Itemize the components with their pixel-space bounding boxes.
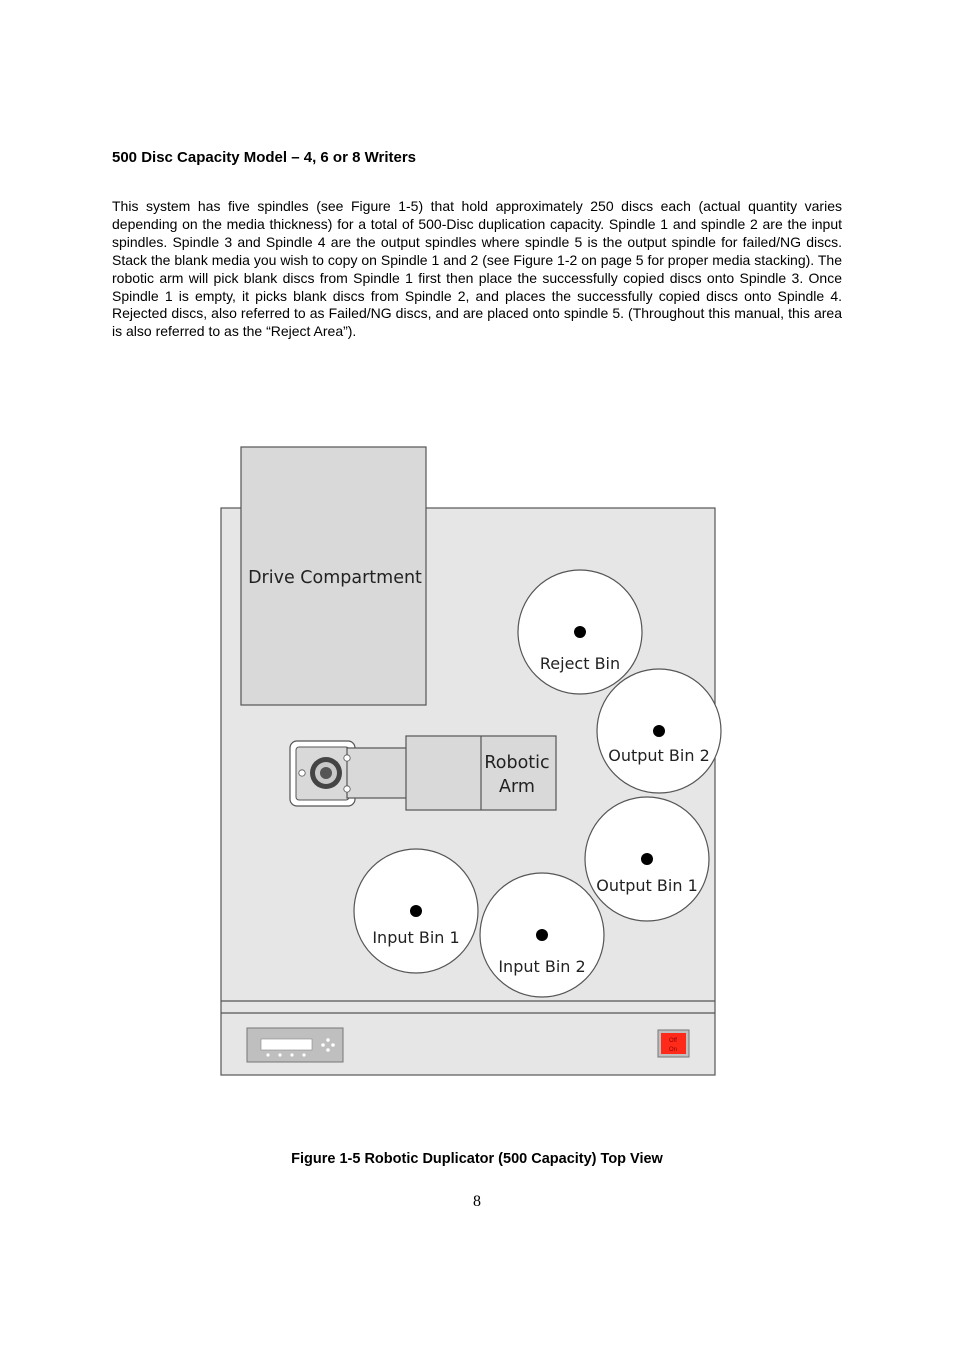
input-bin-2-label: Input Bin 2 [498, 957, 586, 976]
reject-bin-label: Reject Bin [539, 654, 621, 673]
nav-pad-down [326, 1048, 330, 1052]
arm-pin-left [299, 770, 305, 776]
panel-button-1 [266, 1053, 269, 1056]
robotic-arm-label-line1: Robotic [484, 753, 550, 773]
arm-extension [347, 748, 408, 798]
drive-compartment-label: Drive Compartment [248, 568, 422, 588]
body-paragraph: This system has five spindles (see Figure 1-5) that hold approximately 250 discs each (actual quantity varies depending on the media thickness) for a total of 500-Disc duplication capacity. Spindle 1 and spindle 2 are the input spindles. Spindle 3 and Spindle 4 are the output spindles where spindle 5 is the output spindle for failed/NG discs. Stack the blank media you wish to copy on Spindle 1 and 2 (see Figure 1-2 on page 5 for proper media stacking). The robotic arm will pick blank discs from Spindle 1 first then place the successfully copied discs onto Spindle 3. Once Spindle 1 is empty, it picks blank discs from Spindle 2, and places the successfully copied discs onto Spindle 4. Rejected discs, also referred to as Failed/NG discs, and are placed onto spindle 5. (Throughout this manual, this area is also referred to as the “Reject Area”). [112, 198, 842, 340]
nav-pad-up [326, 1038, 330, 1042]
output-bin-2-spindle [653, 725, 665, 737]
section-heading: 500 Disc Capacity Model – 4, 6 or 8 Writers [112, 149, 417, 166]
reject-bin-spindle [574, 626, 586, 638]
panel-button-2 [278, 1053, 281, 1056]
lcd-display [261, 1039, 312, 1050]
nav-pad-left [321, 1043, 325, 1047]
output-bin-1-label: Output Bin 1 [596, 876, 698, 895]
arm-suction-inner [320, 767, 332, 779]
page-number: 8 [473, 1193, 481, 1210]
panel-button-4 [302, 1053, 305, 1056]
nav-pad-right [331, 1043, 335, 1047]
output-bin-1-spindle [641, 853, 653, 865]
panel-button-3 [290, 1053, 293, 1056]
arm-pin-top [344, 755, 350, 761]
input-bin-1-label: Input Bin 1 [372, 928, 460, 947]
power-switch-off-label: Off [669, 1038, 677, 1044]
output-bin-2-label: Output Bin 2 [608, 746, 710, 765]
figure-caption: Figure 1-5 Robotic Duplicator (500 Capacity) Top View [291, 1151, 663, 1167]
power-switch-on-label: On [668, 1047, 678, 1053]
robotic-arm-label-line2: Arm [499, 777, 535, 797]
arm-pin-bottom [344, 786, 350, 792]
input-bin-2-spindle [536, 929, 548, 941]
input-bin-1-spindle [410, 905, 422, 917]
